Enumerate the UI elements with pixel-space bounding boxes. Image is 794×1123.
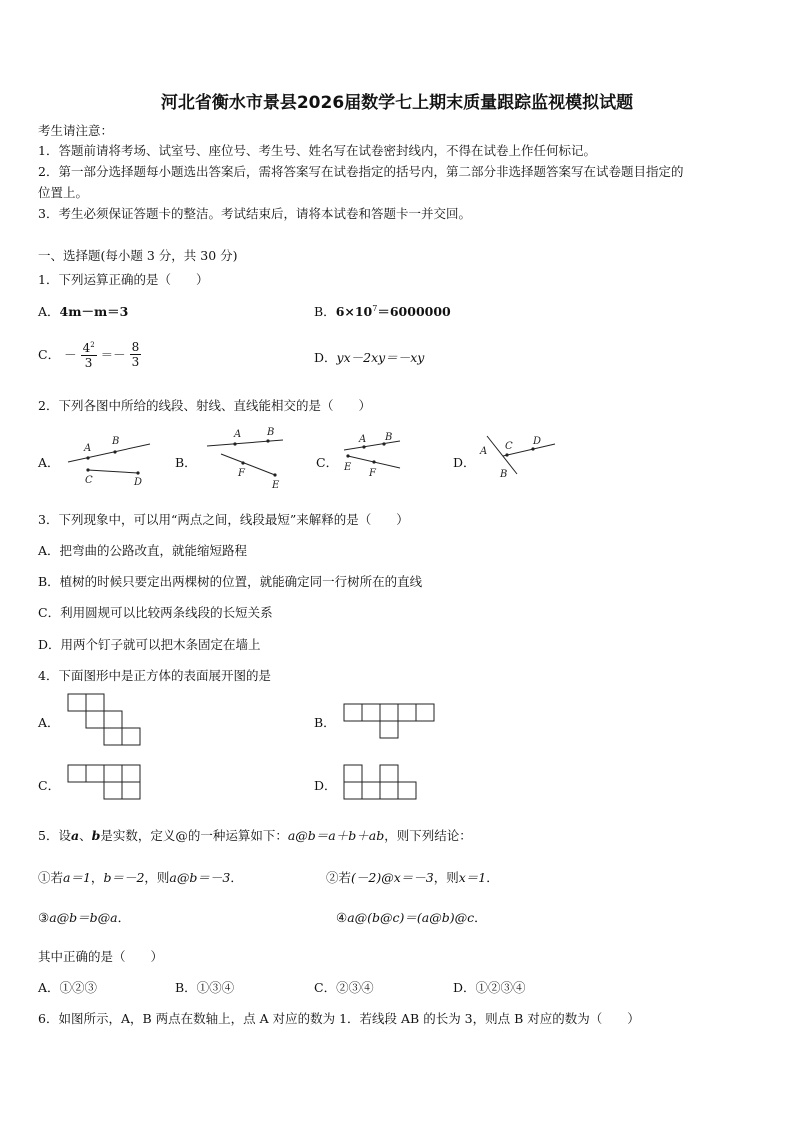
q4-label-b: B． — [314, 715, 336, 730]
q3-option-a: A．把弯曲的公路改直，就能缩短路程 — [38, 543, 248, 558]
q2-label-c: C． — [316, 455, 339, 470]
q2a-point-d: D — [134, 477, 143, 488]
q5-option-c: C．②③④ — [314, 980, 374, 995]
q5-conclusion-4: ④a@(b@c)＝(a@b)@c． — [336, 910, 487, 925]
q2-label-a: A． — [38, 455, 60, 470]
q2d-point-d: D — [533, 436, 542, 447]
q2a-point-a: A — [84, 443, 92, 454]
q2-label-d: D． — [453, 455, 476, 470]
q5-conclusion-1: ①若a＝1，b＝－2，则a@b＝－3． — [38, 870, 243, 885]
q3-option-c: C．利用圆规可以比较两条线段的长短关系 — [38, 605, 273, 620]
q2a-point-c: C — [85, 475, 93, 486]
q2c-point-e: E — [344, 462, 352, 473]
q1-option-c: C． － $\frac{4^2}{3}$ ＝－ $\frac{8}{3}$ — [38, 339, 140, 370]
q2b-point-b: B — [267, 427, 275, 438]
q5-conclusion-3: ③a@b＝b@a． — [38, 910, 131, 925]
q4-net-d — [342, 763, 418, 803]
q5-option-d: D．①②③④ — [453, 980, 526, 995]
page-title: 河北省衡水市景县2026届数学七上期末质量跟踪监视模拟试题 — [160, 93, 634, 113]
notice-item: 2．第一部分选择题每小题选出答案后，需将答案写在试卷指定的括号内，第二部分非选择题答案写在试卷题目指定的 — [38, 164, 684, 179]
q2a-point-b: B — [112, 436, 120, 447]
q5-option-b: B．①③④ — [175, 980, 235, 995]
q1-option-b: B．$6\times 10^7=6000000$ — [314, 303, 451, 319]
q5-question: 其中正确的是（ ） — [38, 949, 164, 964]
q2-label-b: B． — [175, 455, 197, 470]
q2c-point-b: B — [385, 432, 393, 443]
q4-stem: 4．下面图形中是正方体的表面展开图的是 — [38, 668, 271, 683]
q3-stem: 3．下列现象中，可以用“两点之间，线段最短”来解释的是（ ） — [38, 512, 409, 527]
q1-option-d: D．yx－2xy＝－xy — [314, 350, 425, 365]
q6-stem: 6．如图所示，A，B 两点在数轴上，点 A 对应的数为 1．若线段 AB 的长为 3，则点 B 对应的数为（ ） — [38, 1011, 640, 1026]
q2b-point-e: E — [272, 480, 280, 491]
q4-label-c: C． — [38, 778, 61, 793]
q2-figure-b — [205, 426, 287, 492]
notice-item: 3．考生必须保证答题卡的整洁。考试结束后，请将本试卷和答题卡一并交回。 — [38, 206, 471, 221]
q2d-point-a: A — [480, 446, 488, 457]
q2b-point-f: F — [238, 468, 245, 479]
q2d-point-b: B — [500, 469, 508, 480]
q2-stem: 2．下列各图中所给的线段、射线、直线能相交的是（ ） — [38, 398, 371, 413]
notice-heading: 考生请注意： — [38, 123, 114, 138]
q2b-point-a: A — [234, 429, 242, 440]
notice-item: 1．答题前请将考场、试室号、座位号、考生号、姓名写在试卷密封线内，不得在试卷上作任何标记。 — [38, 143, 596, 158]
q5-stem: 5．设a、b是实数，定义@的一种运算如下：a@b＝a＋b＋ab，则下列结论： — [38, 828, 472, 843]
section-heading: 一、选择题(每小题 3 分，共 30 分) — [38, 248, 238, 263]
q4-net-b — [342, 702, 436, 740]
q2-figure-a — [60, 430, 160, 488]
q2-figure-c — [340, 428, 410, 484]
q2d-point-c: C — [505, 441, 513, 452]
q2-figure-d — [475, 430, 565, 482]
q4-net-c — [66, 763, 142, 803]
notice-item: 位置上。 — [38, 185, 89, 200]
q4-net-a — [66, 692, 142, 748]
q5-option-a: A．①②③ — [38, 980, 98, 995]
q1-stem: 1．下列运算正确的是（ ） — [38, 272, 209, 287]
q2c-point-f: F — [369, 468, 376, 479]
q2c-point-a: A — [359, 434, 367, 445]
q3-option-b: B．植树的时候只要定出两棵树的位置，就能确定同一行树所在的直线 — [38, 574, 423, 589]
q4-label-a: A． — [38, 715, 60, 730]
q3-option-d: D．用两个钉子就可以把木条固定在墙上 — [38, 637, 261, 652]
q1-option-a: A．4m－m＝3 — [38, 304, 129, 319]
q5-conclusion-2: ②若(－2)@x＝－3，则x＝1． — [326, 870, 499, 885]
q4-label-d: D． — [314, 778, 337, 793]
